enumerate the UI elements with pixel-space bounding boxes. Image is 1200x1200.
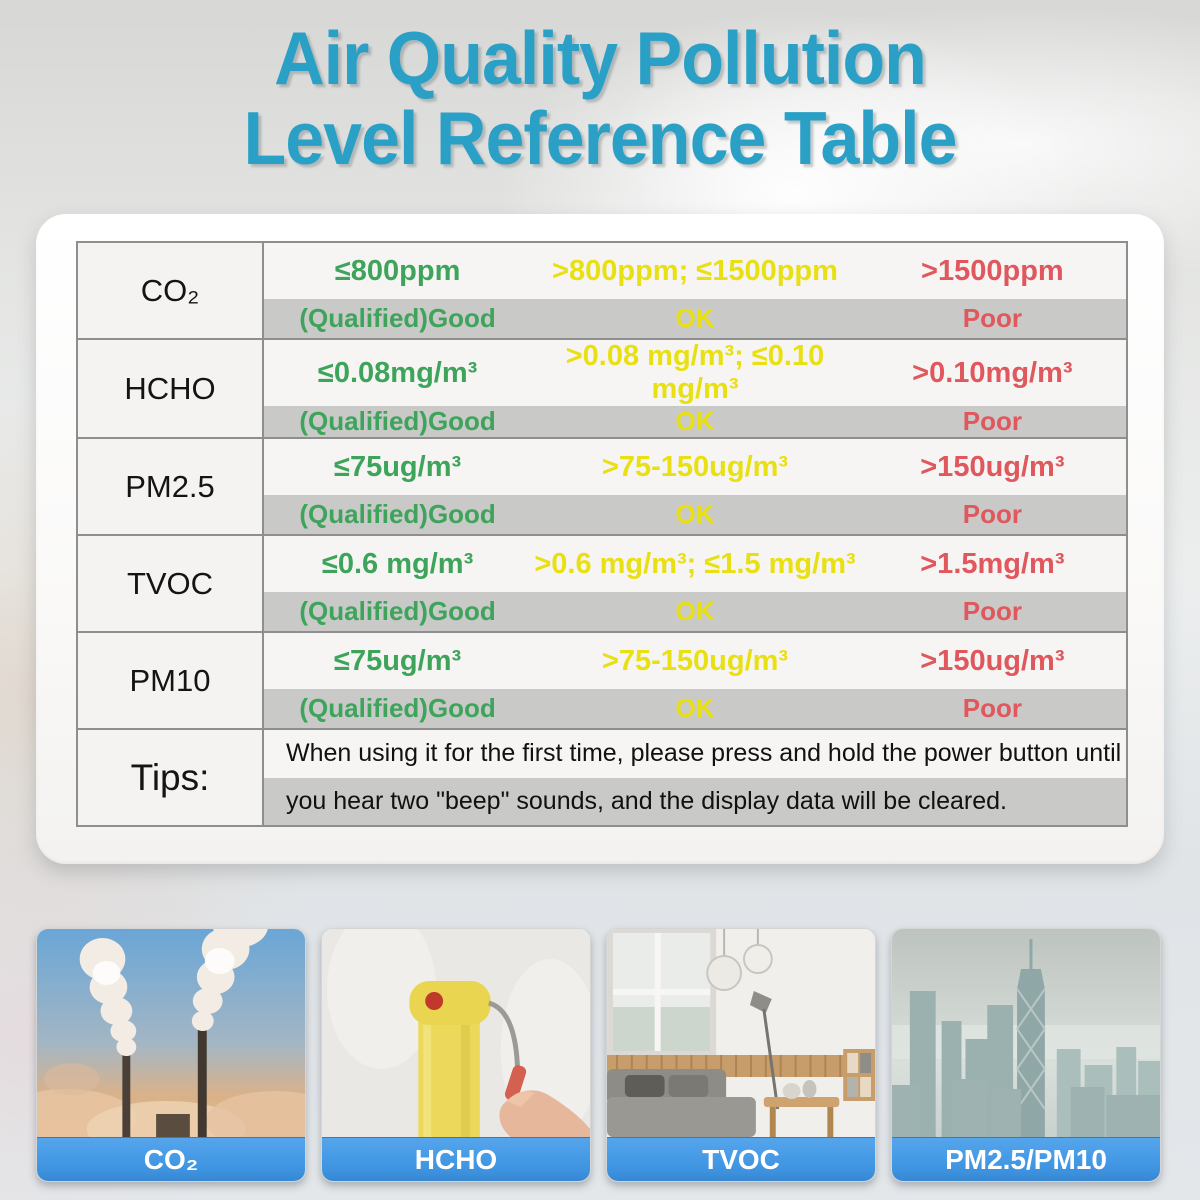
good-value: ≤75ug/m³ xyxy=(334,644,462,677)
status-row xyxy=(264,495,1126,534)
thumbnail-hcho xyxy=(321,928,591,1182)
page-title xyxy=(0,15,1200,181)
tips-label: Tips: xyxy=(78,730,264,825)
ok-value: >75-150ug/m³ xyxy=(601,644,789,677)
table-row-tips xyxy=(78,730,1126,825)
value-row xyxy=(264,633,1126,689)
good-status: (Qualified)Good xyxy=(299,693,496,724)
good-status: (Qualified)Good xyxy=(299,499,496,530)
ok-value: >0.6 mg/m³; ≤1.5 mg/m³ xyxy=(534,547,856,580)
poor-status: Poor xyxy=(962,693,1022,724)
poor-status: Poor xyxy=(962,303,1022,334)
good-status: (Qualified)Good xyxy=(299,406,496,436)
tips-text-line1: When using it for the first time, please press and hold the power button until xyxy=(264,730,1126,778)
paint-roller-illustration xyxy=(322,929,590,1137)
status-row xyxy=(264,689,1126,728)
smoggy-skyline-illustration xyxy=(892,929,1160,1137)
poor-status: Poor xyxy=(962,406,1022,436)
page-title-line2: Level Reference Table xyxy=(243,95,957,181)
pollutant-label: CO₂ xyxy=(78,243,264,338)
table-row-tvoc xyxy=(78,536,1126,633)
status-row xyxy=(264,299,1126,338)
poor-value: >0.10mg/m³ xyxy=(912,356,1073,389)
pollutant-label: HCHO xyxy=(78,340,264,437)
thumbnail-tvoc xyxy=(606,928,876,1182)
ok-value: >800ppm; ≤1500ppm xyxy=(552,254,838,287)
poor-value: >150ug/m³ xyxy=(920,644,1065,677)
ok-value: >75-150ug/m³ xyxy=(601,450,789,483)
table-row-hcho xyxy=(78,340,1126,439)
good-value: ≤0.6 mg/m³ xyxy=(321,547,474,580)
table-row-pm25 xyxy=(78,439,1126,536)
ok-value: >0.08 mg/m³; ≤0.10 mg/m³ xyxy=(565,340,825,405)
pollutant-label: PM2.5 xyxy=(78,439,264,534)
smokestacks-illustration xyxy=(37,929,305,1137)
thumbnail-pm xyxy=(891,928,1161,1182)
page-title-line1: Air Quality Pollution xyxy=(274,15,926,101)
good-status: (Qualified)Good xyxy=(299,596,496,627)
good-status: (Qualified)Good xyxy=(299,303,496,334)
tips-text-line2: you hear two "beep" sounds, and the display data will be cleared. xyxy=(264,778,1126,826)
table-row-co2 xyxy=(78,243,1126,340)
ok-status: OK xyxy=(675,693,715,724)
good-value: ≤0.08mg/m³ xyxy=(317,356,478,389)
reference-card xyxy=(36,214,1164,864)
poor-value: >1.5mg/m³ xyxy=(920,547,1065,580)
poor-status: Poor xyxy=(962,596,1022,627)
living-room-illustration xyxy=(607,929,875,1137)
table-row-pm10 xyxy=(78,633,1126,730)
pollutant-label: TVOC xyxy=(78,536,264,631)
status-row xyxy=(264,592,1126,631)
thumbnail-pm-label: PM2.5/PM10 xyxy=(892,1137,1160,1181)
ok-status: OK xyxy=(675,303,715,334)
ok-status: OK xyxy=(675,499,715,530)
pollutant-thumbnails xyxy=(36,928,1164,1182)
good-value: ≤75ug/m³ xyxy=(334,450,462,483)
value-row xyxy=(264,536,1126,592)
good-value: ≤800ppm xyxy=(334,254,461,287)
thumbnail-co2-label: CO₂ xyxy=(37,1137,305,1181)
ok-status: OK xyxy=(675,596,715,627)
poor-value: >150ug/m³ xyxy=(920,450,1065,483)
poor-status: Poor xyxy=(962,499,1022,530)
thumbnail-tvoc-label: TVOC xyxy=(607,1137,875,1181)
value-row xyxy=(264,340,1126,406)
pollution-level-table xyxy=(76,241,1128,827)
poor-value: >1500ppm xyxy=(921,254,1064,287)
value-row xyxy=(264,243,1126,299)
ok-status: OK xyxy=(675,406,715,436)
pollutant-label: PM10 xyxy=(78,633,264,728)
thumbnail-co2 xyxy=(36,928,306,1182)
status-row xyxy=(264,406,1126,437)
thumbnail-hcho-label: HCHO xyxy=(322,1137,590,1181)
value-row xyxy=(264,439,1126,495)
